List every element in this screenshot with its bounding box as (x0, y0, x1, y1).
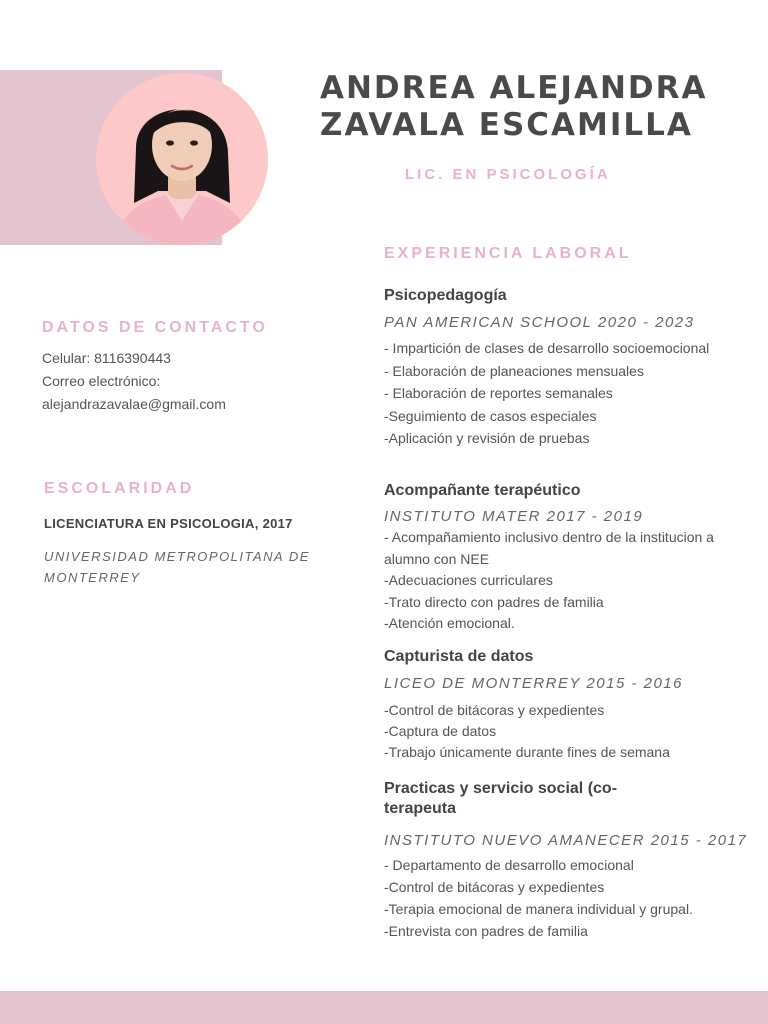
job-duty: -Adecuaciones curriculares (384, 572, 553, 588)
name-line-2: ZAVALA ESCAMILLA (320, 107, 693, 143)
job-duty: -Captura de datos (384, 723, 497, 739)
job-duty: -Atención emocional. (384, 615, 515, 631)
education-school: UNIVERSIDAD METROPOLITANA DE MONTERREY (44, 549, 310, 585)
job-title: Psicopedagogía (384, 287, 507, 304)
job-duty: -Trato directo con padres de familia (384, 593, 604, 610)
job-entry (384, 779, 654, 819)
job-title: Acompañante terapéutico (384, 482, 581, 499)
job-duty: -Entrevista con padres de familia (384, 923, 588, 939)
job-title: Practicas y servicio social (co-terapeuta (384, 780, 618, 817)
job-duties (384, 854, 744, 942)
job-entry (384, 286, 744, 450)
job-duties (384, 527, 744, 635)
job-duty: -Trabajo únicamente durante fines de semana (384, 744, 670, 760)
job-duty: -Control de bitácoras y expedientes (384, 702, 605, 718)
job-company: LICEO DE MONTERREY 2015 - 2016 (384, 675, 683, 692)
experience-heading: EXPERIENCIA LABORAL (384, 245, 632, 262)
education-degree: LICENCIATURA EN PSICOLOGIA, 2017 (44, 516, 293, 531)
job-company: INSTITUTO NUEVO AMANECER 2015 - 2017 (384, 832, 748, 849)
job-duties (384, 337, 744, 450)
job-duty: - Impartición de clases de desarrollo socioemocional (384, 340, 710, 356)
job-duty: - Departamento de desarrollo emocional (384, 857, 634, 873)
job-duty: -Seguimiento de casos especiales (384, 407, 597, 424)
contact-heading: DATOS DE CONTACTO (42, 319, 268, 336)
job-title: Capturista de datos (384, 648, 534, 665)
job-company: INSTITUTO MATER 2017 - 2019 (384, 508, 644, 525)
job-duty: - Elaboración de reportes semanales (384, 385, 613, 401)
job-entry (384, 481, 744, 635)
job-duties (384, 700, 744, 763)
contact-email-label: Correo electrónico: (42, 373, 161, 389)
contact-details (42, 347, 226, 416)
profile-photo (96, 73, 268, 245)
job-duty: - Acompañamiento inclusivo dentro de la institucion a alumno con NEE (384, 529, 714, 567)
job-duty: -Terapia emocional de manera individual y grupal. (384, 901, 693, 917)
contact-phone: Celular: 8116390443 (42, 350, 171, 366)
education-heading: ESCOLARIDAD (44, 480, 195, 497)
candidate-name (320, 70, 750, 144)
job-duty: - Elaboración de planeaciones mensuales (384, 362, 644, 379)
footer-accent-band (0, 991, 768, 1024)
contact-email: alejandrazavalae@gmail.com (42, 396, 226, 412)
job-entry (384, 647, 744, 763)
job-duty: -Aplicación y revisión de pruebas (384, 430, 590, 446)
job-duty: -Control de bitácoras y expedientes (384, 879, 605, 895)
name-line-1: ANDREA ALEJANDRA (320, 70, 708, 106)
professional-title: LIC. EN PSICOLOGÍA (405, 166, 611, 183)
job-entry-details (384, 832, 748, 942)
job-company: PAN AMERICAN SCHOOL 2020 - 2023 (384, 314, 695, 331)
